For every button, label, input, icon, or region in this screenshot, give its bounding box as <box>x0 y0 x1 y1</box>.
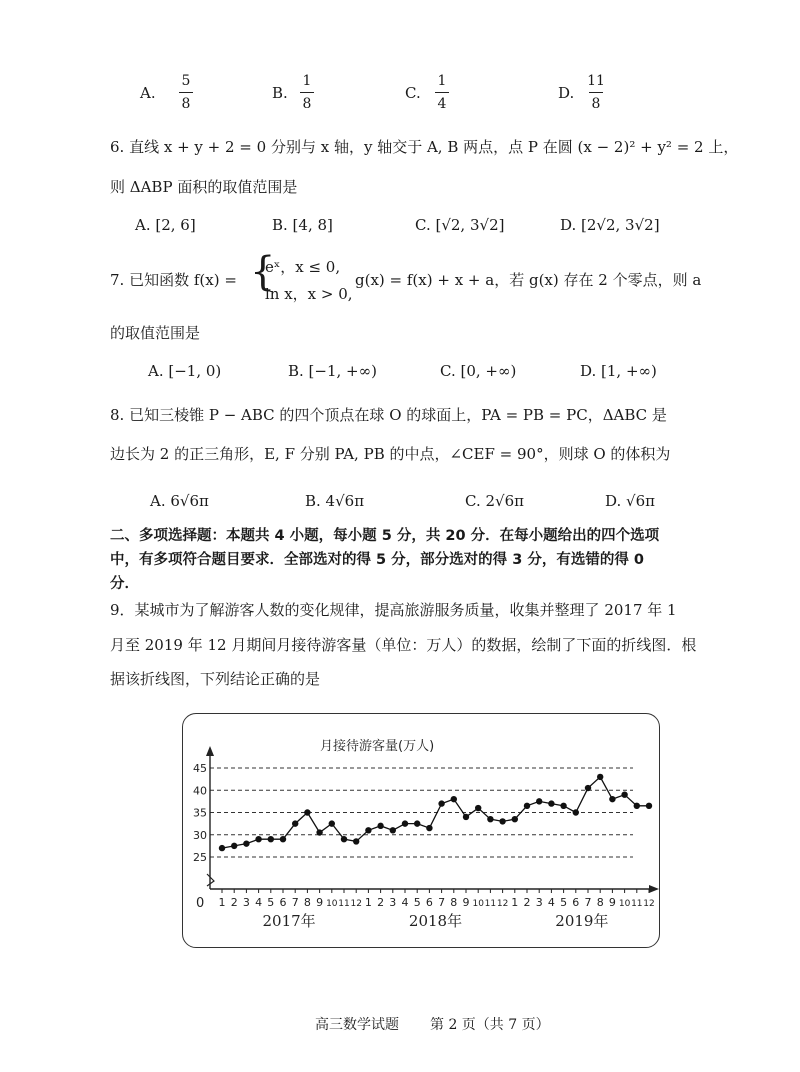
y-tick-label-45: 45 <box>193 762 207 775</box>
x-tick-label-10: 10 <box>326 899 338 909</box>
q7-option-c: C. [0, +∞) <box>440 362 517 380</box>
q5-option-c-label: C. <box>405 84 421 102</box>
data-point-30 <box>573 809 579 815</box>
data-point-31 <box>585 785 591 791</box>
footer-title: 高三数学试题 <box>315 1017 399 1033</box>
data-point-29 <box>560 803 566 809</box>
x-tick-label-30: 6 <box>572 896 580 909</box>
data-point-4 <box>255 836 261 842</box>
x-tick-label-29: 5 <box>560 896 568 909</box>
data-point-25 <box>512 816 518 822</box>
x-tick-label-26: 2 <box>523 896 531 909</box>
y-tick-label-35: 35 <box>193 806 207 820</box>
q8-stem-line1: 8. 已知三棱锥 P − ABC 的四个顶点在球 O 的球面上，PA = PB = PC，ΔABC 是 <box>110 406 667 424</box>
y-tick-label-25: 25 <box>193 851 207 864</box>
chart-frame <box>182 713 660 948</box>
x-tick-label-35: 11 <box>631 899 643 909</box>
data-point-28 <box>548 800 554 806</box>
x-tick-label-18: 6 <box>425 896 433 909</box>
x-tick-label-21: 9 <box>462 896 470 909</box>
q8-option-b: B. 4√6π <box>305 492 365 510</box>
x-tick-label-6: 6 <box>279 896 287 909</box>
data-point-7 <box>292 820 298 826</box>
q5-c-denominator: 4 <box>437 96 447 112</box>
data-point-26 <box>524 803 530 809</box>
q6-option-b: B. [4, 8] <box>272 216 333 234</box>
chart-title: 月接待游客量(万人) <box>320 739 435 754</box>
x-axis-arrow <box>649 885 659 893</box>
data-point-22 <box>475 805 481 811</box>
data-point-36 <box>646 803 652 809</box>
q7-option-d: D. [1, +∞) <box>580 362 657 380</box>
x-tick-label-4: 4 <box>255 896 263 909</box>
piecewise-brace: { <box>250 249 276 295</box>
data-point-6 <box>280 836 286 842</box>
data-point-20 <box>451 796 457 802</box>
data-point-34 <box>621 792 627 798</box>
line-chart <box>183 714 659 947</box>
q5-option-d-label: D. <box>558 84 575 102</box>
q5-c-numerator: 1 <box>437 73 447 89</box>
q6-option-d: D. [2√2, 3√2] <box>560 216 660 234</box>
data-point-11 <box>341 836 347 842</box>
section2-heading-line1: 二、多项选择题：本题共 4 小题，每小题 5 分，共 20 分．在每小题给出的四个选项 <box>110 528 660 544</box>
q5-option-b-fraction <box>296 70 318 115</box>
x-tick-label-13: 1 <box>364 896 372 909</box>
data-point-35 <box>634 803 640 809</box>
q9-stem-line2: 月至 2019 年 12 月期间月接待游客量（单位：万人）的数据，绘制了下面的折线图．根 <box>110 636 697 654</box>
x-tick-label-23: 11 <box>484 899 497 909</box>
q5-option-a-fraction <box>175 70 197 115</box>
year-label-2: 2018年 <box>408 912 463 930</box>
q5-d-numerator: 11 <box>587 73 605 89</box>
x-tick-label-8: 8 <box>303 896 311 909</box>
q5-option-b-label: B. <box>272 84 288 102</box>
q7-case-2: ln x，x > 0, <box>265 285 353 303</box>
data-point-9 <box>316 829 322 835</box>
x-tick-label-2: 2 <box>230 896 238 909</box>
x-tick-label-34: 10 <box>618 899 631 909</box>
q8-stem-line2: 边长为 2 的正三角形，E, F 分别 PA, PB 的中点，∠CEF = 90°，则球 O 的体积为 <box>110 445 671 463</box>
q5-option-d-fraction <box>585 70 607 115</box>
q5-a-denominator: 8 <box>181 96 191 112</box>
q5-b-denominator: 8 <box>302 96 312 112</box>
y-tick-label-30: 30 <box>193 828 207 842</box>
x-tick-label-36: 12 <box>643 899 655 909</box>
x-tick-label-17: 5 <box>413 896 421 909</box>
x-tick-label-24: 12 <box>496 899 509 909</box>
data-point-14 <box>377 823 383 829</box>
data-point-15 <box>390 827 396 833</box>
data-point-27 <box>536 798 542 804</box>
q5-option-a-label: A. <box>140 84 156 102</box>
data-point-10 <box>329 820 335 826</box>
data-point-17 <box>414 820 420 826</box>
q7-option-b: B. [−1, +∞) <box>288 362 377 380</box>
data-point-18 <box>426 825 432 831</box>
q7-stem-line2: 的取值范围是 <box>110 324 201 342</box>
q5-b-numerator: 1 <box>302 73 312 89</box>
x-tick-label-32: 8 <box>596 896 604 909</box>
x-tick-label-16: 4 <box>401 896 409 909</box>
data-point-12 <box>353 838 359 844</box>
footer-page-number: 第 2 页（共 7 页） <box>430 1017 550 1033</box>
data-point-13 <box>365 827 371 833</box>
x-tick-label-14: 2 <box>377 896 385 909</box>
x-tick-label-20: 8 <box>450 896 458 909</box>
data-point-21 <box>463 814 469 820</box>
q7-stem-suffix: g(x) = f(x) + x + a，若 g(x) 存在 2 个零点，则 a <box>355 271 702 289</box>
y-axis-arrow <box>206 746 214 756</box>
x-tick-label-1: 1 <box>218 896 226 909</box>
data-point-33 <box>609 796 615 802</box>
x-tick-label-3: 3 <box>242 896 250 909</box>
data-point-2 <box>231 843 237 849</box>
q6-option-c: C. [√2, 3√2] <box>415 216 505 234</box>
year-label-3: 2019年 <box>555 912 609 930</box>
x-tick-label-33: 9 <box>608 896 616 909</box>
x-tick-label-19: 7 <box>438 896 446 909</box>
q5-option-c-fraction <box>431 70 453 115</box>
x-tick-label-7: 7 <box>291 896 299 909</box>
q8-option-a: A. 6√6π <box>150 492 209 510</box>
x-tick-label-25: 1 <box>511 896 519 909</box>
data-point-32 <box>597 774 603 780</box>
y-tick-label-40: 40 <box>193 784 207 798</box>
q7-option-a: A. [−1, 0) <box>148 362 222 380</box>
q7-case-1: eˣ，x ≤ 0, <box>265 258 341 276</box>
q6-stem-line2: 则 ΔABP 面积的取值范围是 <box>110 178 298 196</box>
x-tick-label-12: 12 <box>350 899 362 909</box>
q5-a-numerator: 5 <box>181 73 191 89</box>
origin-label: 0 <box>196 896 205 911</box>
x-tick-label-11: 11 <box>338 899 350 909</box>
q6-option-a: A. [2, 6] <box>135 216 196 234</box>
data-point-1 <box>219 845 225 851</box>
data-point-16 <box>402 820 408 826</box>
q5-d-denominator: 8 <box>591 96 601 112</box>
q8-option-c: C. 2√6π <box>465 492 524 510</box>
q7-stem-prefix: 7. 已知函数 f(x) = <box>110 271 237 289</box>
data-point-23 <box>487 816 493 822</box>
year-label-1: 2017年 <box>262 912 316 930</box>
x-tick-label-9: 9 <box>316 896 324 909</box>
x-tick-label-15: 3 <box>389 896 397 909</box>
x-tick-label-22: 10 <box>472 899 484 909</box>
data-point-3 <box>243 840 249 846</box>
x-tick-label-28: 4 <box>547 896 555 909</box>
section2-heading-line3: 分． <box>110 576 139 592</box>
q8-option-d: D. √6π <box>605 492 655 510</box>
data-point-8 <box>304 809 310 815</box>
x-tick-label-27: 3 <box>535 896 543 909</box>
q9-stem-line1: 9．某城市为了解游客人数的变化规律，提高旅游服务质量，收集并整理了 2017 年 1 <box>110 601 677 619</box>
section2-heading-line2: 中，有多项符合题目要求．全部选对的得 5 分，部分选对的得 3 分，有选错的得 0 <box>110 552 645 568</box>
data-point-19 <box>438 800 444 806</box>
q9-stem-line3: 据该折线图，下列结论正确的是 <box>110 670 321 688</box>
x-tick-label-31: 7 <box>584 896 592 909</box>
x-tick-label-5: 5 <box>267 896 275 909</box>
data-point-24 <box>499 818 505 824</box>
data-point-5 <box>268 836 274 842</box>
q6-stem-line1: 6. 直线 x + y + 2 = 0 分别与 x 轴，y 轴交于 A, B 两点，点 P 在圆 (x − 2)² + y² = 2 上， <box>110 138 739 156</box>
